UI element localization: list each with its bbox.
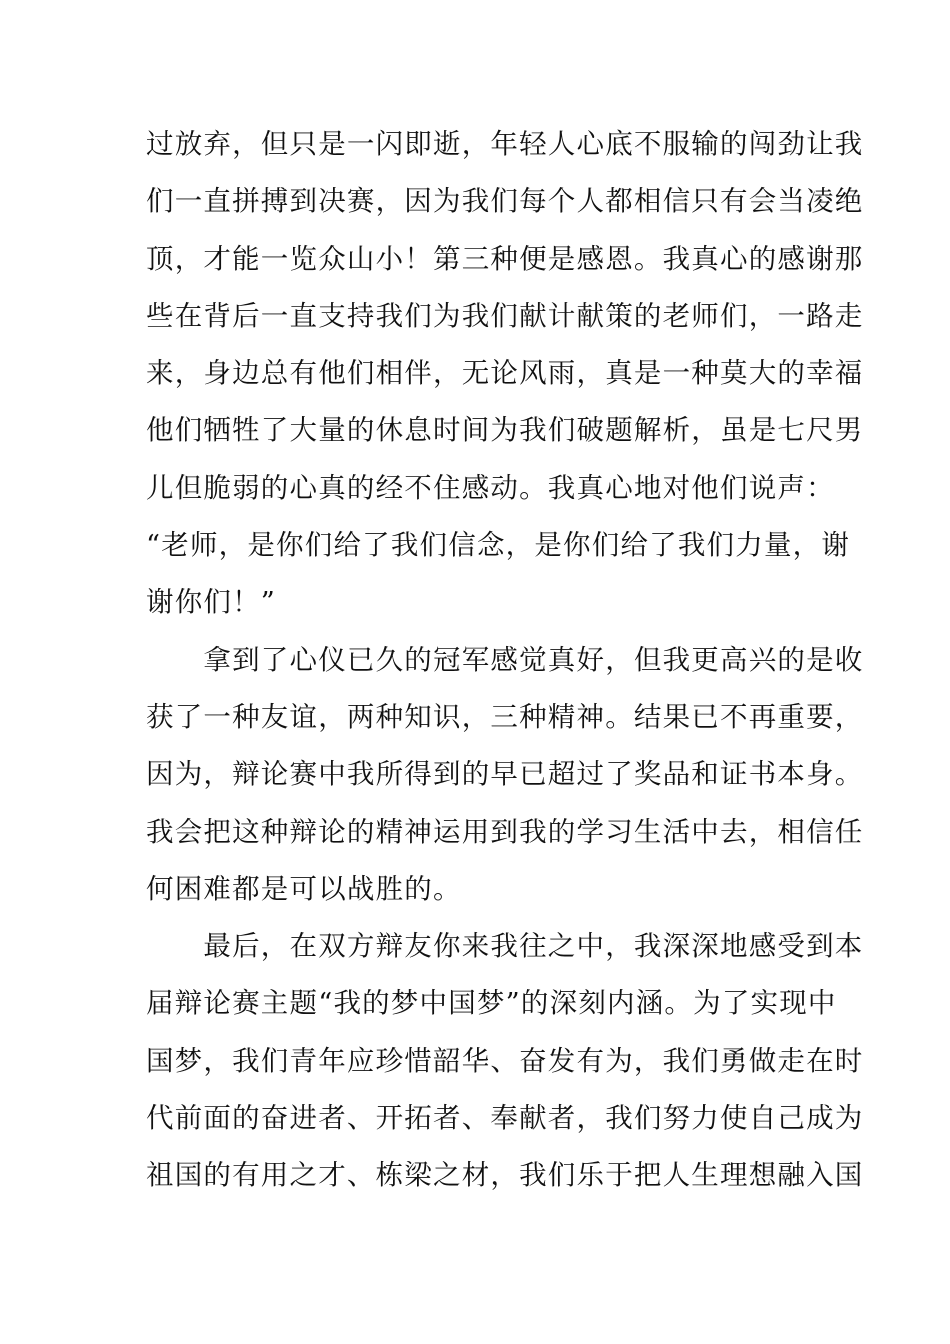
text-line: 获了一种友谊，两种知识，三种精神。结果已不再重要， bbox=[146, 700, 864, 733]
body-text bbox=[146, 116, 864, 1205]
text-line: 们一直拼搏到决赛，因为我们每个人都相信只有会当凌绝 bbox=[146, 185, 864, 218]
text-line: 过放弃，但只是一闪即逝，年轻人心底不服输的闯劲让我 bbox=[146, 128, 864, 160]
text-line: 些在背后一直支持我们为我们献计献策的老师们，一路走 bbox=[146, 299, 864, 332]
text-line: 因为，辩论赛中我所得到的早已超过了奖品和证书本身。 bbox=[146, 758, 864, 791]
text-line: 谢你们！” bbox=[146, 586, 277, 619]
text-line: 届辩论赛主题“我的梦中国梦”的深刻内涵。为了实现中 bbox=[146, 987, 837, 1020]
text-line: 儿但脆弱的心真的经不住感动。我真心地对他们说声： bbox=[146, 471, 835, 504]
text-line: 代前面的奋进者、开拓者、奉献者，我们努力使自己成为 bbox=[146, 1102, 864, 1135]
text-line: 何困难都是可以战胜的。 bbox=[146, 872, 462, 905]
text-line: 我会把这种辩论的精神运用到我的学习生活中去，相信任 bbox=[146, 815, 864, 848]
text-line: 拿到了心仪已久的冠军感觉真好，但我更高兴的是收 bbox=[146, 643, 864, 676]
text-line: 顶，才能一览众山小！第三种便是感恩。我真心的感谢那 bbox=[146, 242, 864, 275]
text-line: “老师，是你们给了我们信念，是你们给了我们力量，谢 bbox=[146, 529, 851, 562]
text-line: 祖国的有用之才、栋梁之材，我们乐于把人生理想融入国 bbox=[146, 1159, 864, 1192]
text-line: 他们牺牲了大量的休息时间为我们破题解析，虽是七尺男 bbox=[146, 414, 864, 447]
text-line: 国梦，我们青年应珍惜韶华、奋发有为，我们勇做走在时 bbox=[146, 1044, 864, 1077]
text-line: 来，身边总有他们相伴，无论风雨，真是一种莫大的幸福 bbox=[146, 357, 864, 390]
text-line: 最后，在双方辩友你来我往之中，我深深地感受到本 bbox=[146, 930, 864, 963]
